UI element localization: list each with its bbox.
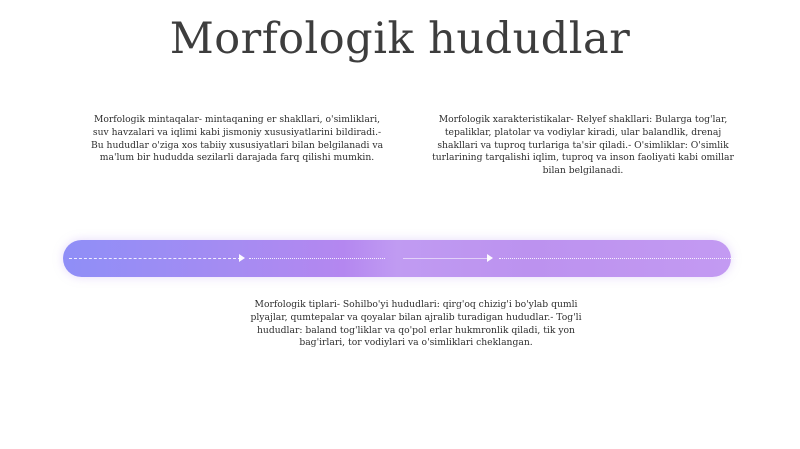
timeline-dash-segment: [403, 258, 489, 259]
arrow-right-icon: [487, 254, 493, 262]
timeline-dash-segment: [499, 258, 755, 259]
arrow-right-icon: [239, 254, 245, 262]
text-block-morphological-types: Morfologik tiplari- Sohilbo'yi hududlari: qirg'oq chizig'i bo'ylab qumli plyajlar, qumtepalar va qoyalar bilan ajralib turadigan hududlar.- Tog'li hududlar: baland tog'liklar va qo'pol erlar hukmronlik qiladi, tik yon bag'irlari, tor vodiylari va o'simliklari cheklangan.: [250, 299, 582, 349]
arrow-right-icon: [756, 254, 762, 262]
text-block-morphological-regions: Morfologik mintaqalar- mintaqaning er shakllari, o'simliklari, suv havzalari va iqlimi kabi jismoniy xususiyatlarini bildiradi.- Bu hududlar o'ziga xos tabiiy xususiyatlari bilan belgilanadi va ma'lum bir hududda sezilarli darajada farq qilishi mumkin.: [90, 114, 384, 164]
page-title: Morfologik hududlar: [169, 14, 631, 64]
text-block-morphological-characteristics: Morfologik xarakteristikalar- Relyef shakllari: Bularga tog'lar, tepaliklar, platolar va vodiylar kiradi, ular balandlik, drenaj shakllari va tuproq turlariga ta'sir qiladi.- O'simliklar: O'simlik turlarining tarqalishi iqlim, tuproq va inson faoliyati kabi omillar bilan belgilanadi.: [432, 114, 734, 177]
timeline-dash-segment: [69, 258, 241, 259]
timeline-dash-segment: [249, 258, 385, 259]
timeline-bar: [63, 240, 731, 277]
